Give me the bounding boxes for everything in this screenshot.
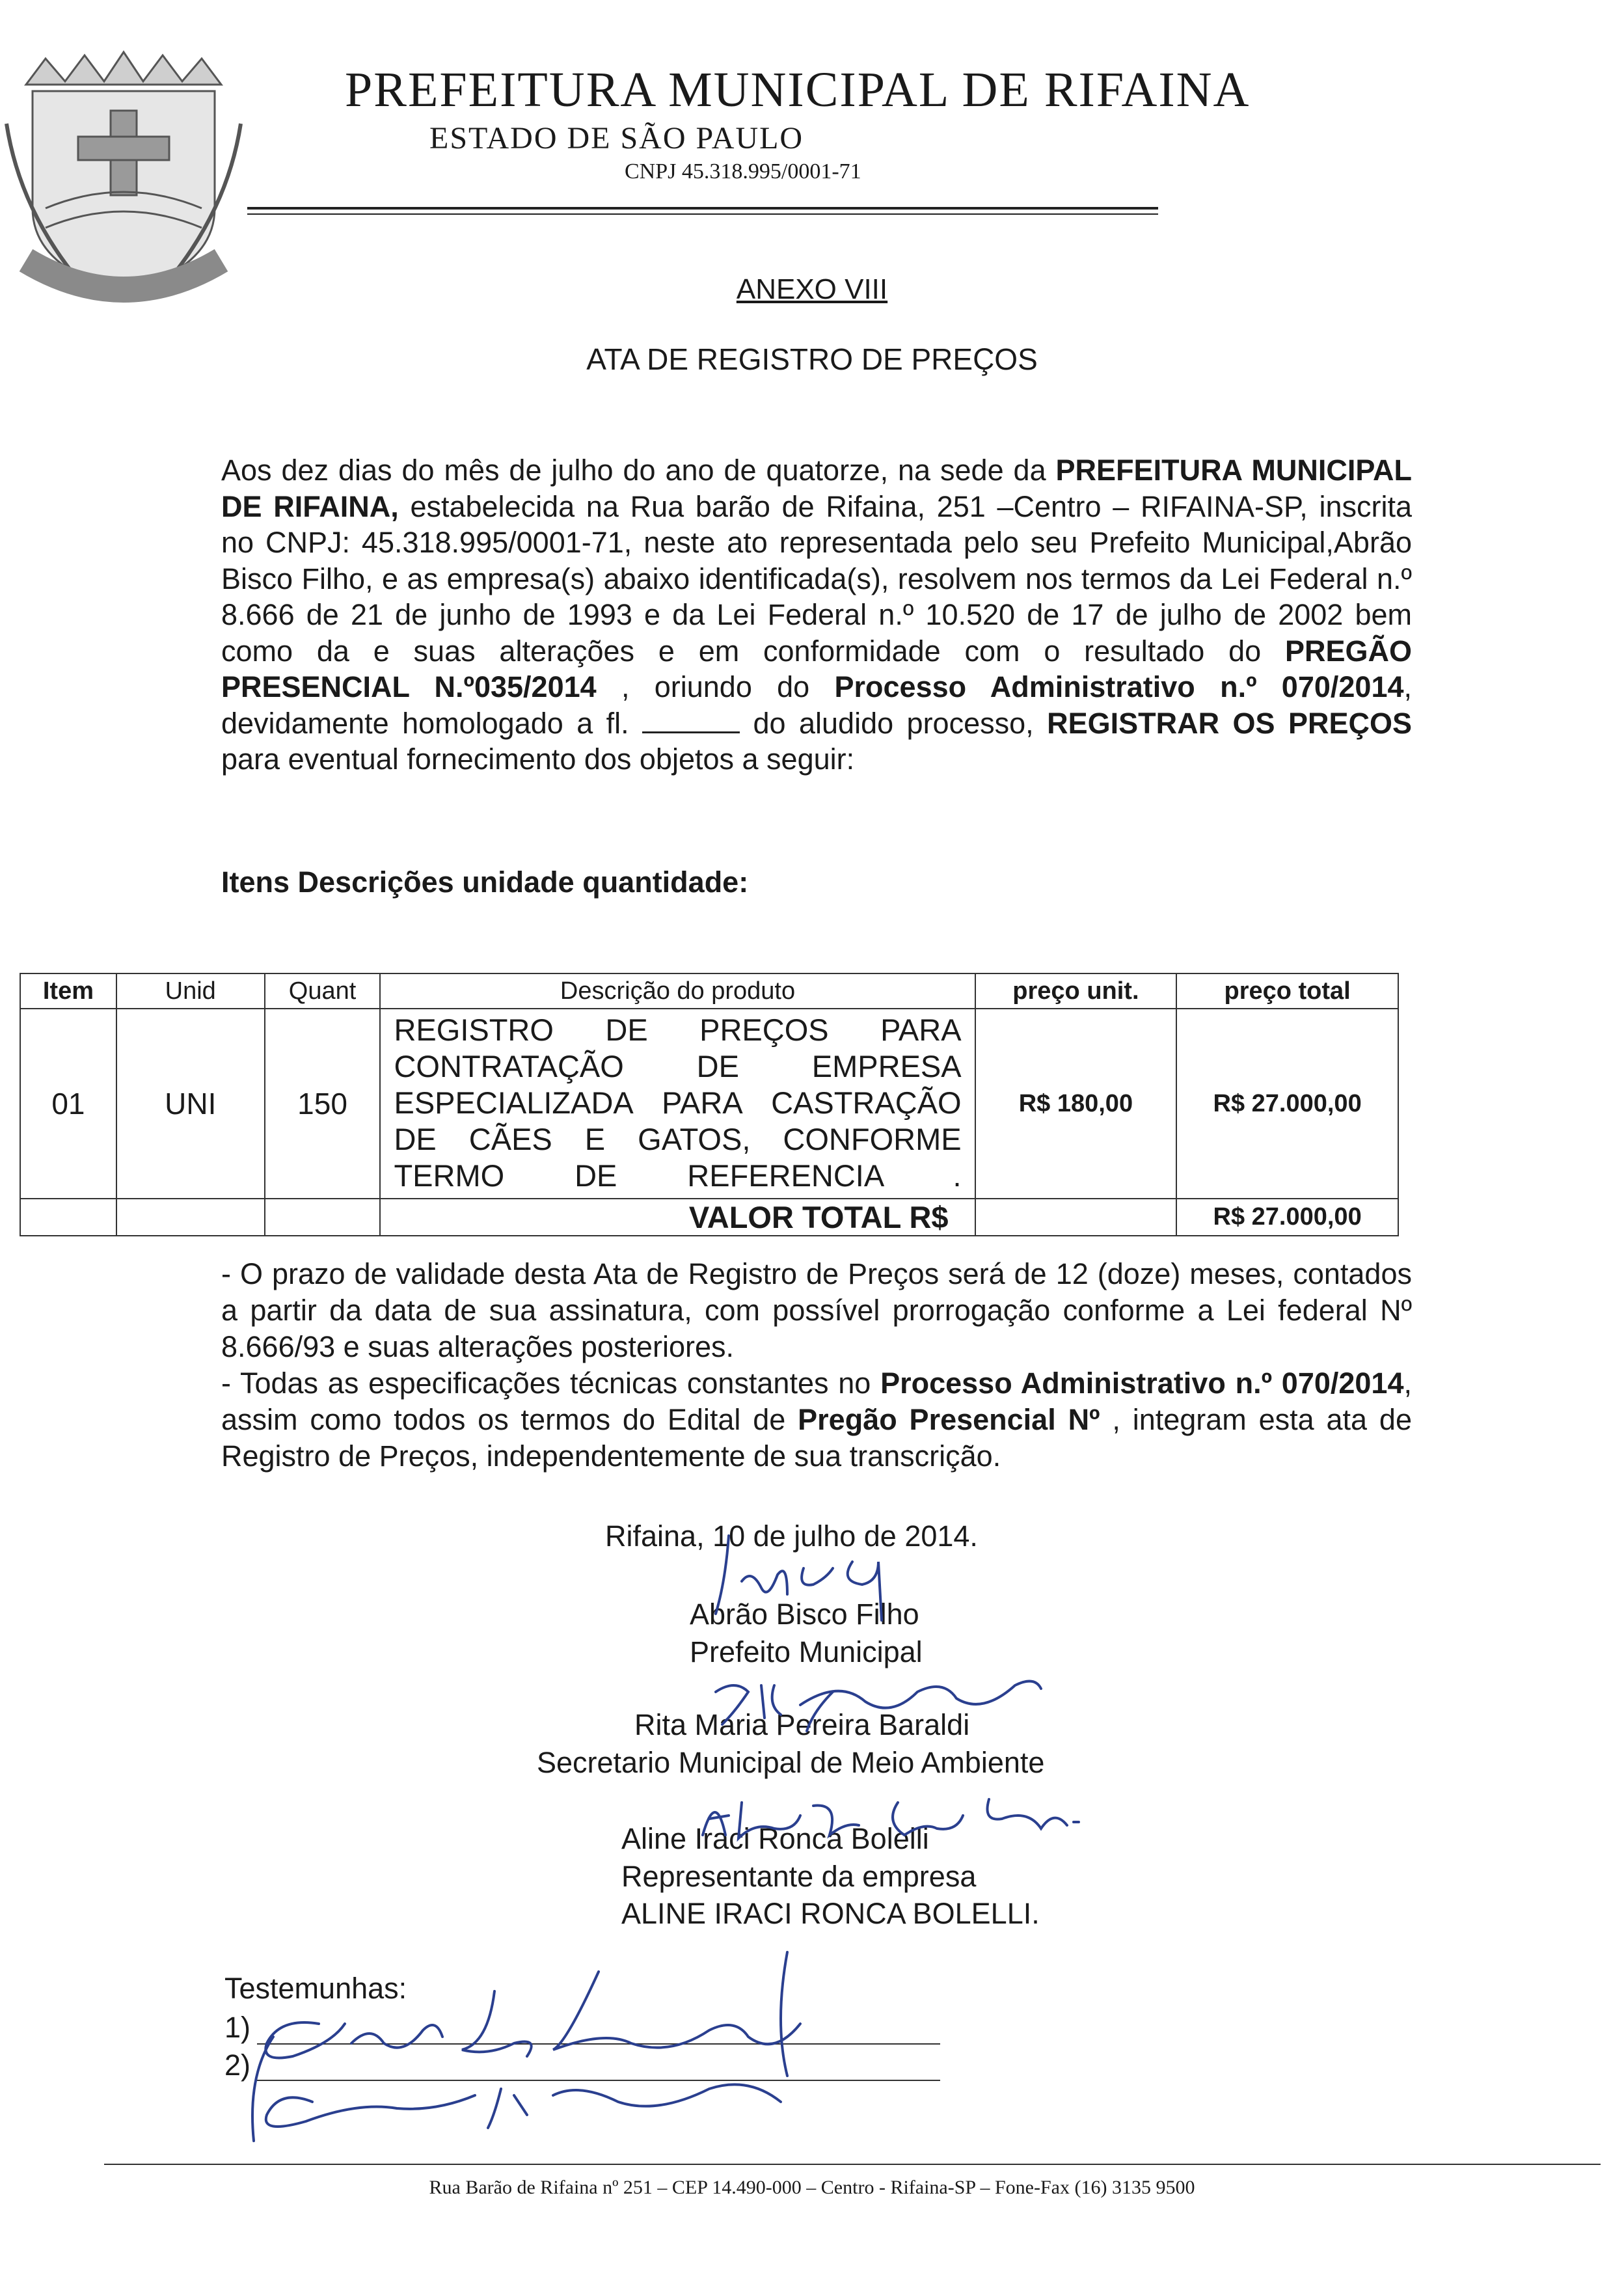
- intro-text-6: para eventual fornecimento dos objetos a seguir:: [221, 742, 855, 776]
- intro-text-3: , oriundo do: [596, 670, 835, 703]
- witness-1-line: [257, 2043, 940, 2045]
- intro-bold-3: Processo Administrativo n.º 070/2014: [834, 670, 1404, 703]
- note-validity: - O prazo de validade desta Ata de Registro de Preços será de 12 (doze) meses, contados a partir da data de sua assinatura, com possível prorrogação conforme a Lei federal Nº 8.666/93 e suas alterações posteriores.: [221, 1257, 1412, 1363]
- intro-text-5: do aludido processo,: [740, 706, 1048, 740]
- representative-role: Representante da empresa: [621, 1860, 977, 1893]
- witness-2-line: [257, 2080, 940, 2081]
- intro-text-1: Aos dez dias do mês de julho do ano de quatorze, na sede da: [221, 454, 1056, 487]
- representative-name: Aline Iraci Ronca Bolelli: [621, 1822, 929, 1855]
- footer-address: Rua Barão de Rifaina nº 251 – CEP 14.490-000 – Centro - Rifaina-SP – Fone-Fax (16) 3135 9500: [429, 2177, 1195, 2198]
- place-date: Rifaina, 10 de julho de 2014.: [605, 1519, 978, 1553]
- header-item: Item: [20, 973, 116, 1009]
- header-state: ESTADO DE SÃO PAULO: [429, 121, 804, 156]
- witnesses-label: Testemunhas:: [224, 1972, 407, 2005]
- cell-description: REGISTRO DE PREÇOS PARA CONTRATAÇÃO DE EMPRESA ESPECIALIZADA PARA CASTRAÇÃO DE CÃES E GATOS, CONFORME TERMO DE REFERENCIA .: [380, 1009, 975, 1199]
- header-unit-price: preço unit.: [975, 973, 1177, 1009]
- total-value: R$ 27.000,00: [1176, 1199, 1398, 1236]
- intro-bold-4: REGISTRAR OS PREÇOS: [1047, 706, 1412, 740]
- header-divider-thin: [247, 213, 1158, 215]
- secretary-role: Secretario Municipal de Meio Ambiente: [537, 1746, 1045, 1779]
- mayor-name: Abrão Bisco Filho: [690, 1598, 919, 1631]
- header-cnpj: CNPJ 45.318.995/0001-71: [625, 159, 861, 184]
- mayor-role: Prefeito Municipal: [690, 1635, 923, 1668]
- witness-2-label: 2): [224, 2048, 251, 2082]
- total-empty-1: [20, 1199, 116, 1236]
- note-text-3: , integram esta ata de Registro de Preços, independentemente de sua transcrição.: [221, 1403, 1412, 1473]
- header-divider: [247, 207, 1158, 210]
- note-text-1: - Todas as especificações técnicas constantes no: [221, 1367, 881, 1400]
- items-heading: Itens Descrições unidade quantidade:: [221, 865, 749, 899]
- header-title: PREFEITURA MUNICIPAL DE RIFAINA: [345, 62, 1251, 117]
- witness-1-label: 1): [224, 2011, 251, 2044]
- cell-quant: 150: [265, 1009, 381, 1199]
- cell-unid: UNI: [116, 1009, 265, 1199]
- intro-bold-2: PREGÃO PRESENCIAL N.º035/2014: [221, 634, 1412, 703]
- note-bold-2: Pregão Presencial Nº: [798, 1403, 1100, 1436]
- cell-unit-price: R$ 180,00: [975, 1009, 1177, 1199]
- representative-company: ALINE IRACI RONCA BOLELLI.: [621, 1897, 1040, 1930]
- header-description: Descrição do produto: [380, 973, 975, 1009]
- intro-text-4: , devidamente homologado a fl.: [221, 670, 1413, 740]
- price-table: [20, 973, 1399, 1236]
- table-row: [20, 1009, 1398, 1199]
- header-unid: Unid: [116, 973, 265, 1009]
- intro-text-2: estabelecida na Rua barão de Rifaina, 251 –Centro – RIFAINA-SP, inscrita no CNPJ: 45.318.995/0001-71, neste ato representada pelo seu Prefeito Municipal,Abrão Bisco Filho, e as empresa(s) abaixo identificada(s), resolvem nos termos da Lei Federal n.º 8.666 de 21 de junho de 1993 e da Lei Federal n.º 10.520 de 17 de julho de 2002 bem como da e suas alterações e em conformidade com o resultado do: [221, 489, 1412, 668]
- intro-paragraph: [221, 452, 1412, 778]
- total-empty-2: [116, 1199, 265, 1236]
- total-label: VALOR TOTAL R$: [380, 1199, 975, 1236]
- annex-title: [0, 273, 1624, 306]
- intro-bold-1: PREFEITURA MUNICIPAL DE RIFAINA,: [221, 454, 1412, 523]
- table-total-row: [20, 1199, 1398, 1236]
- cell-total-price: R$ 27.000,00: [1176, 1009, 1398, 1199]
- header-total-price: preço total: [1176, 973, 1398, 1009]
- notes-paragraph: [221, 1256, 1412, 1475]
- cell-item: 01: [20, 1009, 116, 1199]
- total-empty-3: [265, 1199, 381, 1236]
- note-specifications: [221, 1365, 1412, 1475]
- note-text-2: , assim como todos os termos do Edital de: [221, 1367, 1412, 1436]
- note-bold-1: Processo Administrativo n.º 070/2014: [880, 1367, 1404, 1400]
- page-number-blank: [642, 705, 740, 733]
- header-quant: Quant: [265, 973, 381, 1009]
- secretary-name: Rita Maria Pereira Baraldi: [634, 1708, 970, 1741]
- footer-divider: [104, 2164, 1601, 2165]
- total-empty-4: [975, 1199, 1177, 1236]
- document-title: ATA DE REGISTRO DE PREÇOS: [586, 342, 1038, 376]
- annex-label: ANEXO VIII: [736, 273, 888, 305]
- table-header-row: [20, 973, 1398, 1009]
